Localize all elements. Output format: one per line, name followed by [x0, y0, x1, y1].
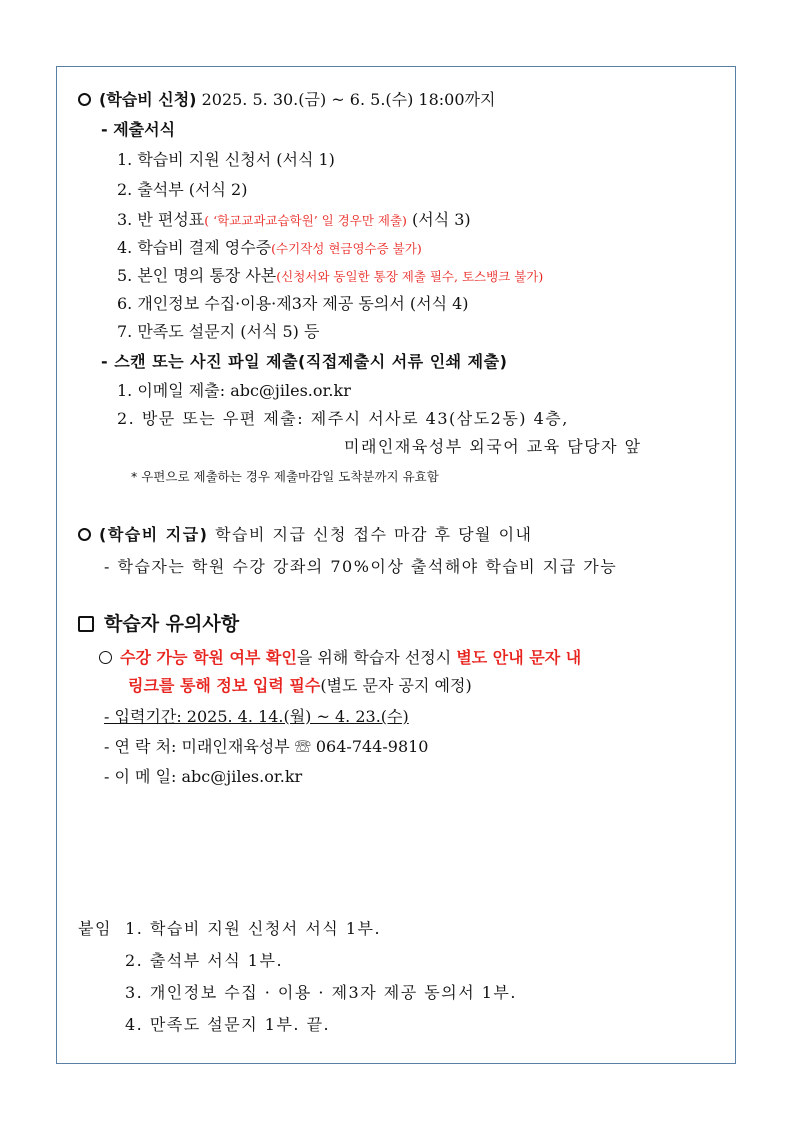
- section-title: (학습비 신청): [99, 90, 197, 109]
- form-note: ( ‘학교교과교습학원’ 일 경우만 제출): [204, 213, 407, 228]
- input-period: - 입력기간: 2025. 4. 14.(월) ~ 4. 23.(수): [104, 707, 409, 726]
- application-period: 2025. 5. 30.(금) ~ 6. 5.(수) 18:00까지: [201, 90, 496, 109]
- form-item: 2. 출석부 (서식 2): [117, 180, 248, 199]
- form-item: 1. 학습비 지원 신청서 (서식 1): [117, 150, 335, 169]
- attachment-label: 붙임: [78, 919, 112, 938]
- section-payment-line: [78, 524, 532, 546]
- attachment-item: 3. 개인정보 수집 · 이용 · 제3자 제공 동의서 1부.: [125, 983, 517, 1002]
- attachment-item: 1. 학습비 지원 신청서 서식 1부.: [125, 919, 382, 938]
- contact-phone: - 연 락 처: 미래인재육성부 ☏ 064-744-9810: [104, 737, 429, 756]
- section-title: (학습비 지급): [99, 525, 209, 544]
- notice-heading-line: [78, 612, 239, 636]
- submit-visit-recipient: 미래인재육성부 외국어 교육 담당자 앞: [344, 437, 642, 456]
- notice-paragraph-line2: 링크를 통해 정보 입력 필수(별도 문자 공지 예정): [128, 676, 472, 695]
- payment-text: 학습비 지급 신청 접수 마감 후 당월 이내: [215, 525, 533, 544]
- attachment-line: [78, 918, 381, 940]
- attachment-item: 4. 만족도 설문지 1부. 끝.: [125, 1015, 331, 1034]
- submit-note: * 우편으로 제출하는 경우 제출마감일 도착분까지 유효함: [131, 469, 439, 484]
- forms-heading: - 제출서식: [101, 120, 176, 139]
- attachment-item: 2. 출석부 서식 1부.: [125, 951, 284, 970]
- submit-heading: - 스캔 또는 사진 파일 제출(직접제출시 서류 인쇄 제출): [101, 352, 508, 371]
- section-application-line: [78, 89, 495, 111]
- contact-email: - 이 메 일: abc@jiles.or.kr: [104, 767, 303, 786]
- form-item: 5. 본인 명의 통장 사본(신청서와 동일한 통장 제출 필수, 토스뱅크 불가): [117, 266, 544, 285]
- circle-bullet-icon: [78, 93, 91, 106]
- checkbox-square-icon: [78, 616, 94, 632]
- payment-condition: - 학습자는 학원 수강 강좌의 70%이상 출석해야 학습비 지급 가능: [104, 557, 618, 576]
- form-item: 3. 반 편성표( ‘학교교과교습학원’ 일 경우만 제출) (서식 3): [117, 210, 471, 229]
- form-note: (수기작성 현금영수증 불가): [271, 241, 422, 256]
- form-item: 7. 만족도 설문지 (서식 5) 등: [117, 322, 320, 341]
- notice-heading: 학습자 유의사항: [104, 613, 240, 635]
- form-item: 4. 학습비 결제 영수증(수기작성 현금영수증 불가): [117, 238, 422, 257]
- form-note: (신청서와 동일한 통장 제출 필수, 토스뱅크 불가): [276, 269, 544, 284]
- form-item: 6. 개인정보 수집·이용·제3자 제공 동의서 (서식 4): [117, 294, 469, 313]
- circle-bullet-icon: [78, 528, 91, 541]
- circle-bullet-icon: [99, 651, 112, 664]
- notice-paragraph-line1: 수강 가능 학원 여부 확인을 위해 학습자 선정시 별도 안내 문자 내: [99, 647, 581, 669]
- submit-email: 1. 이메일 제출: abc@jiles.or.kr: [117, 381, 351, 400]
- submit-visit: 2. 방문 또는 우편 제출: 제주시 서사로 43(삼도2동) 4층,: [117, 409, 569, 428]
